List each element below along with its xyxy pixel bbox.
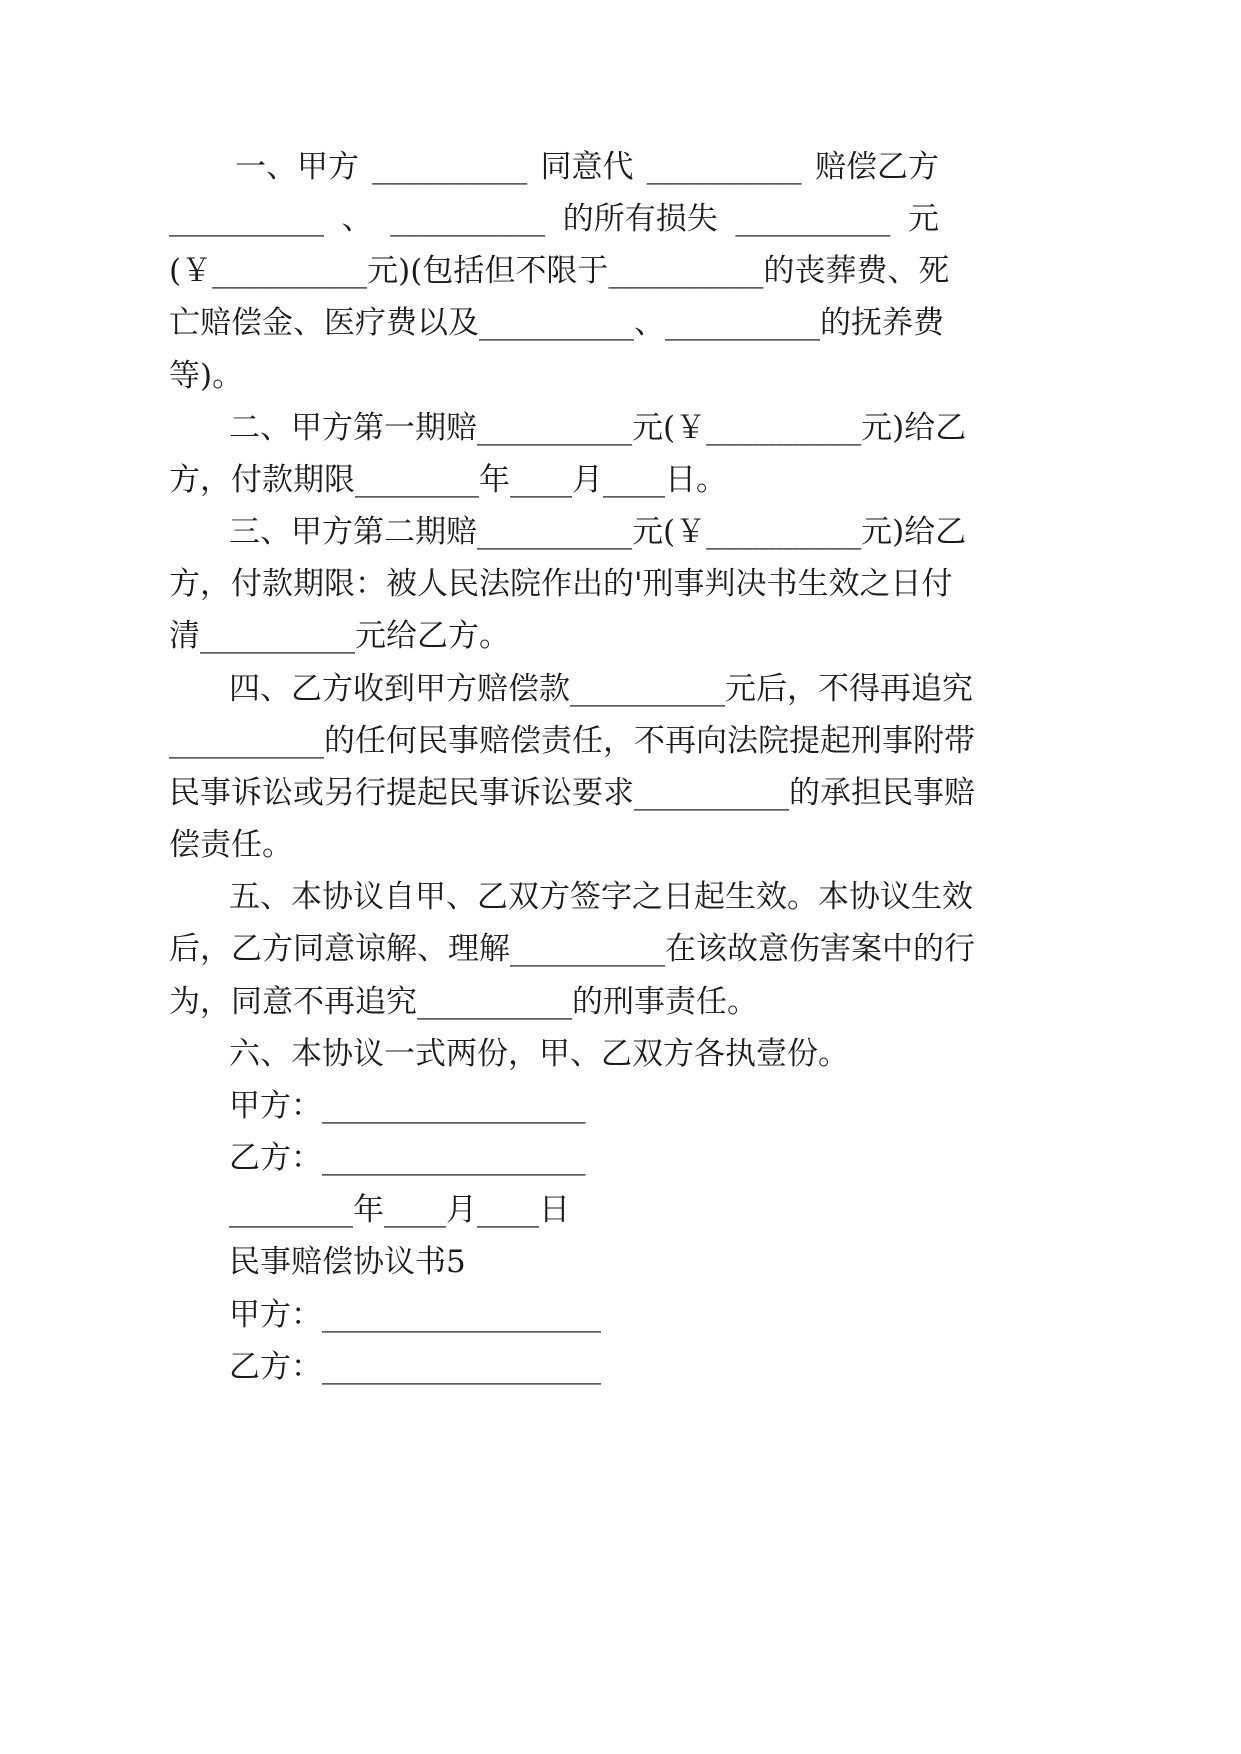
text-segment: 一、甲方 [235, 149, 359, 185]
date-line [229, 1181, 1241, 1239]
text-segment: 民 事 诉 讼 或 另 行 提 起 民 事 诉 讼 要 求 _ _ _ _ _ _ _ _ _ _ 的 承 担 民 事 赔 [169, 775, 975, 811]
text-segment: 的所有损失 [562, 201, 718, 237]
text-segment: ________年____月____日 [229, 1192, 570, 1228]
text-segment: 方，付款期限________年____月____日。 [169, 462, 727, 498]
signature-line-party-b [229, 1129, 1241, 1187]
text-segment: 甲方：_________________ [229, 1088, 586, 1124]
text-segment: 方 ， 付 款 期 限 ： 被 人 民 法 院 作 出 的 ' 刑 事 判 决 书 生 效 之 日 付 [169, 566, 953, 602]
text-segment: 亡 赔 偿 金 、 医 疗 费 以 及 _ _ _ _ _ _ _ _ _ _ 、 _ _ _ _ _ _ _ _ _ _ 的 抚 养 费 [169, 305, 944, 341]
text-line-10 [169, 607, 1241, 665]
signature-line-party-a [229, 1077, 1241, 1135]
text-line-13 [169, 764, 975, 822]
text-line-12 [169, 712, 975, 770]
text-segment: 偿责任。 [169, 827, 293, 863]
text-line-8 [229, 503, 967, 561]
text-segment: 二 、 甲 方 第 一 期 赔 _ _ _ _ _ _ _ _ _ _ 元 ( ￥ _ _ _ _ _ _ _ _ _ _ 元 ) 给 乙 [229, 410, 967, 446]
text-segment: 四 、 乙 方 收 到 甲 方 赔 偿 款 _ _ _ _ _ _ _ _ _ _ 元 后 ， 不 得 再 追 究 [229, 671, 973, 707]
text-line-9 [169, 555, 953, 613]
text-line-6 [229, 399, 967, 457]
text-line-4 [169, 294, 944, 352]
text-segment: 等)。 [169, 358, 244, 394]
party-a-line [229, 1286, 1241, 1344]
text-segment: _ _ _ _ _ _ _ _ _ _ 的 任 何 民 事 赔 偿 责 任 ， 不 再 向 法 院 提 起 刑 事 附 带 [169, 723, 975, 759]
blank-field: __________ [372, 149, 528, 185]
text-segment: 五 、 本 协 议 自 甲 、 乙 双 方 签 字 之 日 起 生 效 。 本 协 议 生 效 [229, 879, 973, 915]
text-segment: 乙方：_________________ [229, 1140, 586, 1176]
text-line-5 [169, 347, 1241, 405]
text-line-7 [169, 451, 1241, 509]
text-line-2 [169, 190, 939, 248]
text-segment: 为，同意不再追究__________的刑事责任。 [169, 984, 758, 1020]
text-segment: 清__________元给乙方。 [169, 618, 510, 654]
text-segment: 、 [341, 201, 373, 237]
text-segment: 民事赔偿协议书5 [229, 1244, 466, 1280]
text-segment: 元 [907, 201, 939, 237]
blank-field: __________ [169, 201, 324, 237]
text-segment: 甲方：__________________ [229, 1297, 601, 1333]
text-line-14 [169, 816, 1241, 874]
text-line-16 [169, 920, 975, 978]
blank-field: __________ [646, 149, 802, 185]
party-b-line [229, 1338, 1241, 1396]
text-segment: 乙方：__________________ [229, 1349, 601, 1385]
section-title [229, 1233, 1241, 1291]
text-line-1 [235, 138, 939, 196]
blank-field: __________ [390, 201, 546, 237]
text-segment: 六、本协议一式两份，甲、乙双方各执壹份。 [229, 1036, 849, 1072]
text-line-3 [169, 242, 950, 300]
text-segment: 三 、 甲 方 第 二 期 赔 _ _ _ _ _ _ _ _ _ _ 元 ( ￥ _ _ _ _ _ _ _ _ _ _ 元 ) 给 乙 [229, 514, 967, 550]
text-line-18 [229, 1025, 1241, 1083]
text-line-11 [229, 660, 973, 718]
blank-field: __________ [735, 201, 891, 237]
text-segment: 后 ， 乙 方 同 意 谅 解 、 理 解 _ _ _ _ _ _ _ _ _ _ 在 该 故 意 伤 害 案 中 的 行 [169, 931, 975, 967]
text-line-17 [169, 973, 1241, 1031]
text-segment: 赔偿乙方 [815, 149, 939, 185]
text-segment: ( ￥ _ _ _ _ _ _ _ _ _ _ 元 ) ( 包 括 但 不 限 于 _ _ _ _ _ _ _ _ _ _ 的 丧 葬 费 、 死 [169, 253, 950, 289]
text-line-15 [229, 868, 973, 926]
text-segment: 同意代 [540, 149, 634, 185]
